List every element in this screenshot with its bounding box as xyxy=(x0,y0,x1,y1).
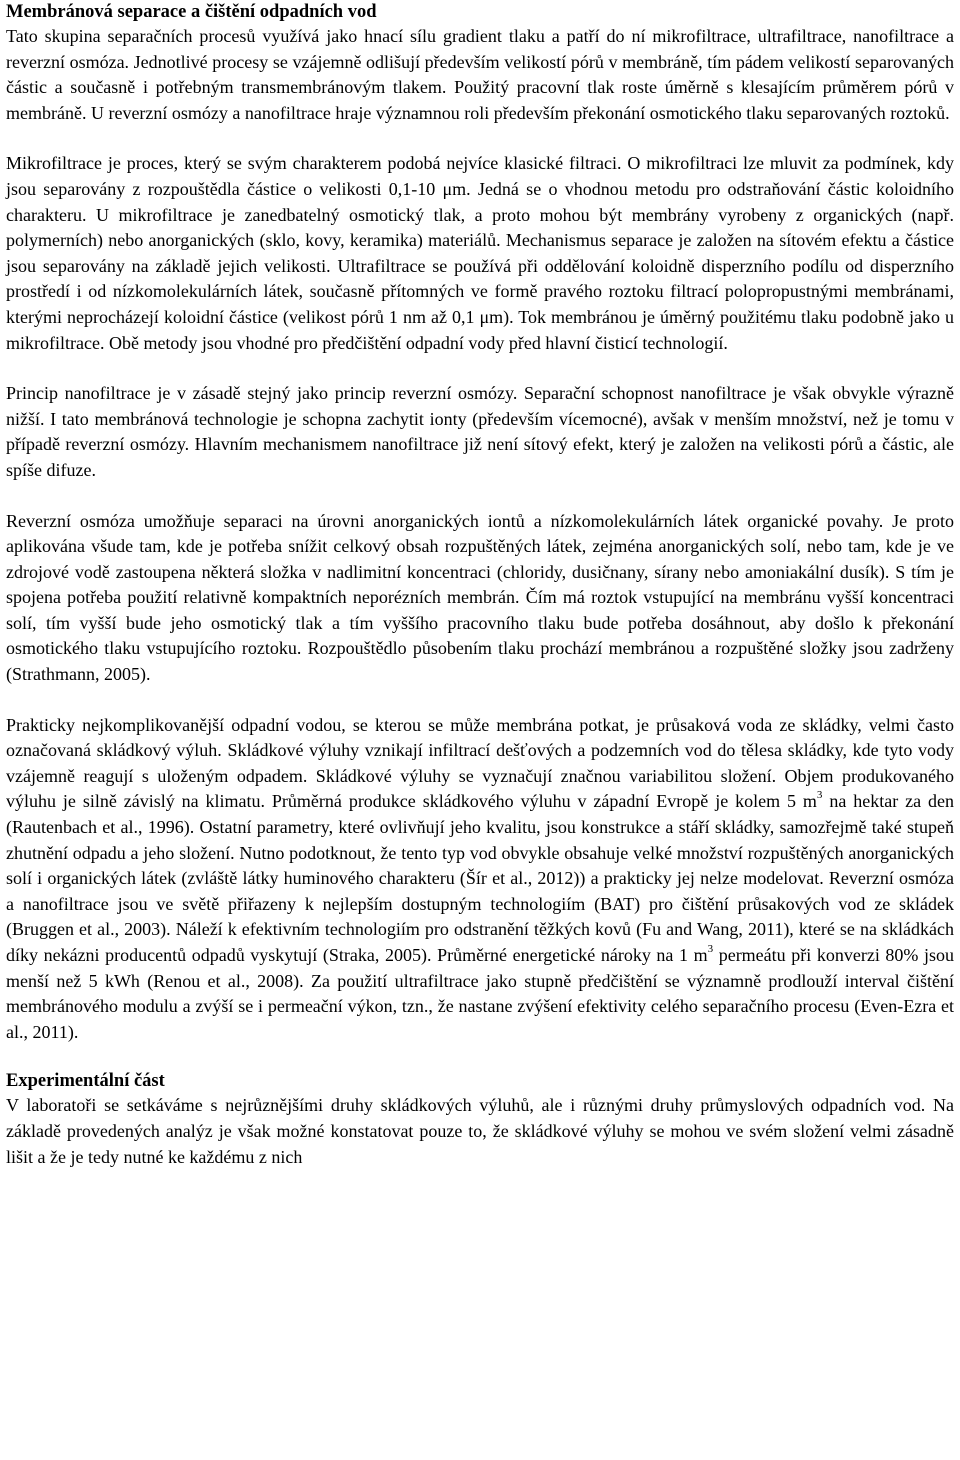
paragraph-nanofiltration: Princip nanofiltrace je v zásadě stejný jako princip reverzní osmózy. Separační schopnost nanofiltrace je však obvykle výrazně nižší. I tato membránová technologie je schopna zachytit ionty (především vícemocné), avšak v menším množství, než je tomu v případě reverzní osmózy. Hlavním mechanismem nanofiltrace již není sítový efekt, který je založen na velikosti pórů a částic, ale spíše difuze. xyxy=(6,383,954,480)
paragraph-intro: Tato skupina separačních procesů využívá jako hnací sílu gradient tlaku a patří do ní mikrofiltrace, ultrafiltrace, nanofiltrace a reverzní osmóza. Jednotlivé procesy se vzájemně odlišují především velikostí pórů v membráně, tím pádem velikostí separovaných částic a současně i potřebným transmembránovým tlakem. Použitý pracovní tlak roste úměrně s klesajícím průměrem pórů v membráně. U reverzní osmózy a nanofiltrace hraje významnou roli především překonání osmotického tlaku separovaných roztoků. xyxy=(6,26,954,123)
paragraph-landfill-leachate xyxy=(6,713,954,1046)
paragraph-microfiltration: Mikrofiltrace je proces, který se svým charakterem podobá nejvíce klasické filtraci. O mikrofiltraci lze mluvit za podmínek, kdy jsou separovány z rozpouštědla částice o velikosti 0,1-10 μm. Jedná se o vhodnou metodu pro odstraňování částic koloidního charakteru. U mikrofiltrace je zanedbatelný osmotický tlak, a proto mohou být membrány vyrobeny z organických (např. polymerních) nebo anorganických (sklo, kovy, keramika) materiálů. Mechanismus separace je založen na sítovém efektu a částice jsou separovány na základě jejich velikosti. Ultrafiltrace se používá při oddělování koloidně disperzního podílu od disperzního prostředí i od nízkomolekulárních látek, současně přítomných ve formě pravého roztoku filtrací polopropustnými membránami, kterými neprocházejí koloidní částice (velikost pórů 1 nm až 0,1 μm). Tok membránou je úměrný použitému tlaku podobně jako u mikrofiltrace. Obě metody jsou vhodné pro předčištění odpadní vody před hlavní čisticí technologií. xyxy=(6,153,954,353)
superscript-cubic: 3 xyxy=(816,789,823,802)
paragraph-gap xyxy=(6,356,954,381)
paragraph-gap xyxy=(6,484,954,509)
section-heading-experimental: Experimentální část xyxy=(6,1071,165,1092)
leachate-text-part-2: na hektar za den (Rautenbach et al., 1996). Ostatní parametry, které ovlivňují jeho kvalitu, jsou konstrukce a stáří skládky, samozřejmě také stupeň zhutnění odpadu a jeho složení. Nutno podotknout, že tento typ vod obvykle obsahuje velké množství rozpuštěných anorganických solí i organických látek (zvláště látky huminového charakteru (Šír et al., 2012)) a prakticky jej nelze modelovat. Reverzní osmóza a nanofiltrace jsou ve světě přiřazeny k nejlepším dostupným technologiím (BAT) pro čištění průsakových vod ze skládek (Bruggen et al., 2003). Náleží k efektivním technologiím pro odstranění těžkých kovů (Fu and Wang, 2011), které se na skládkách díky nekázni producentů odpadů vyskytují (Straka, 2005). Průměrné energetické nároky na 1 m xyxy=(6,791,954,965)
superscript-cubic: 3 xyxy=(707,943,714,955)
paragraph-gap xyxy=(6,126,954,151)
leachate-text-part-3: permeátu při konverzi 80% jsou menší než 5 kWh (Renou et al., 2008). Za použití ultrafiltrace jako stupně předčištění se významně prodlouží interval čištění membránového modulu a zvýší se i permeační výkon, tzn., že nastane zvýšení efektivity celého separačního procesu (Even-Ezra et al., 2011). xyxy=(6,945,955,1042)
section-heading-membrane-separation: Membránová separace a čištění odpadních vod xyxy=(6,2,377,22)
leachate-text-part-1: Prakticky nejkomplikovanější odpadní vodou, se kterou se může membrána potkat, je průsaková voda ze skládky, velmi často označovaná skládkový výluh. Skládkové výluhy vznikají infiltrací dešťových a podzemních vod do tělesa skládky, kde tyto vody vzájemně reagují s uloženým odpadem. Skládkové výluhy se vyznačují značnou variabilitou složení. Objem produkovaného výluhu je silně závislý na klimatu. Průměrná produkce skládkového výluhu v západní Evropě je kolem 5 m xyxy=(6,714,954,812)
paragraph-gap xyxy=(6,688,954,713)
paragraph-gap xyxy=(6,1045,954,1069)
paragraph-reverse-osmosis: Reverzní osmóza umožňuje separaci na úrovni anorganických iontů a nízkomolekulárních látek organické povahy. Je proto aplikována všude tam, kde je potřeba snížit celkový obsah rozpuštěných látek, zejména anorganických solí, nebo tam, kde je ve zdrojové vodě zastoupena některá složka v nadlimitní koncentraci (chloridy, dusičnany, sírany nebo amoniakální dusík). S tím je spojena potřeba použití relativně kompaktních neporézních membrán. Čím má roztok vstupující na membránu vyšší koncentraci solí, tím vyšší bude jeho osmotický tlak a tím vyššího pracovního tlaku bude potřeba dosáhnout, aby došlo k překonání osmotického tlaku vstupujícího roztoku. Rozpouštědlo působením tlaku prochází membránou a rozpuštěné složky jsou zadrženy (Strathmann, 2005). xyxy=(6,510,954,685)
paragraph-experimental: V laboratoři se setkáváme s nejrůznějšími druhy skládkových výluhů, ale i různými druhy průmyslových odpadních vod. Na základě provedených analýz je však možné konstatovat pouze to, že skládkové výluhy se mohou ve svém složení velmi zásadně lišit a že je tedy nutné ke každému z nich xyxy=(6,1095,954,1167)
